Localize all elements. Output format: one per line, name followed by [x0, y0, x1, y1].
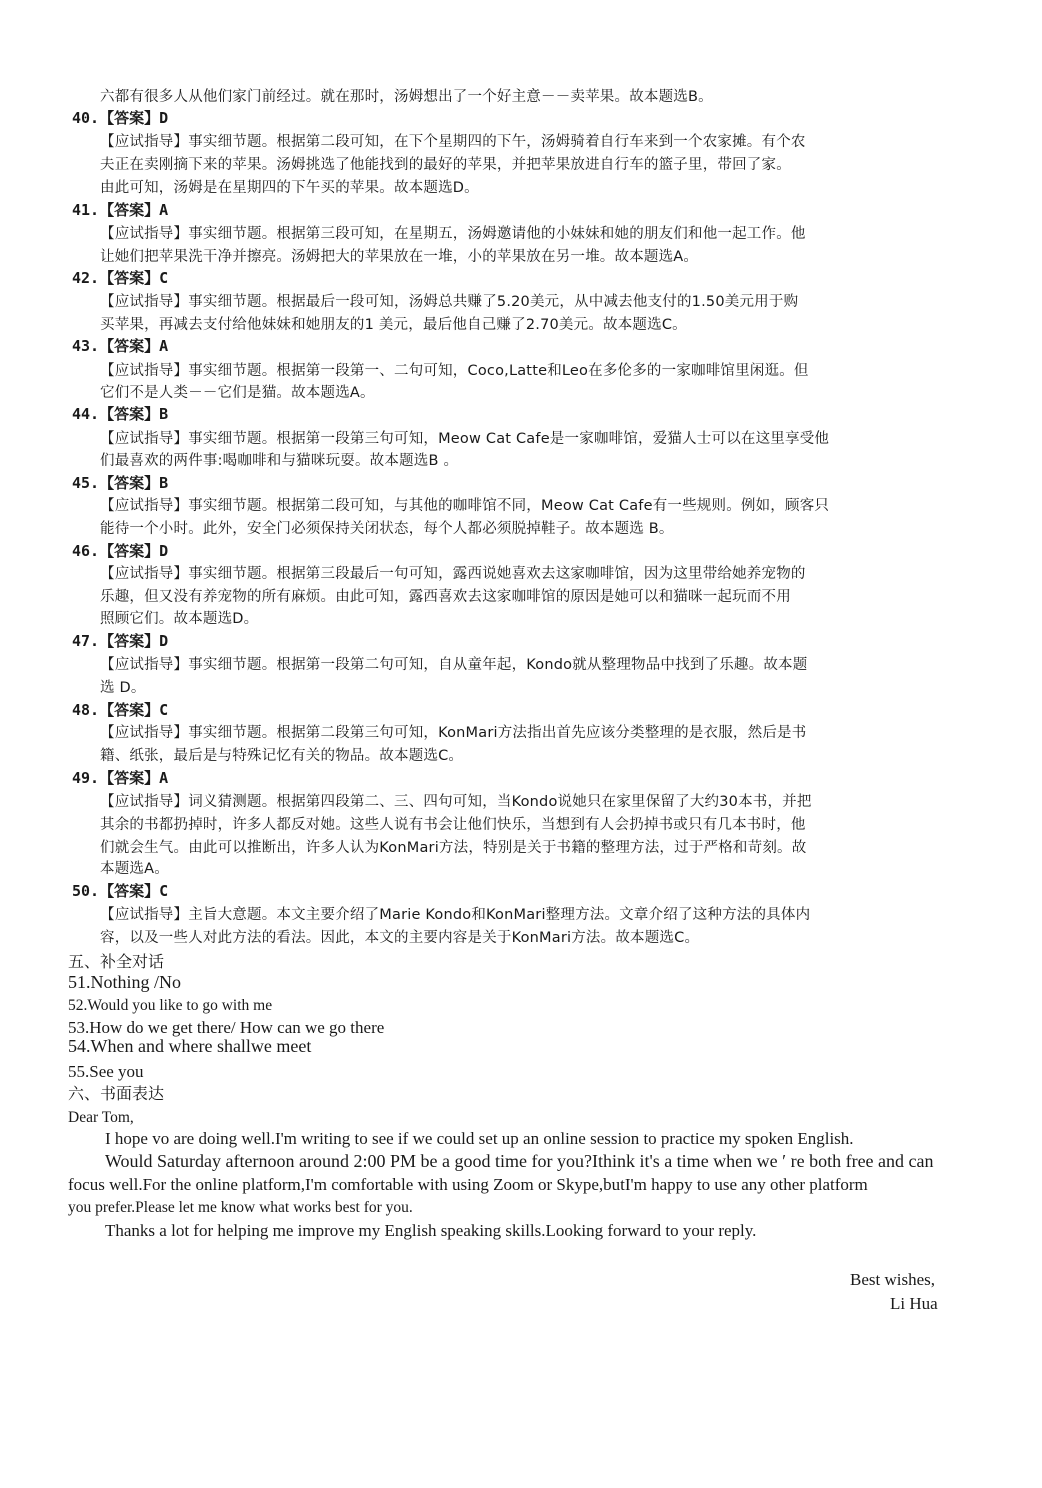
- answer-44-line: 【应试指导】事实细节题。根据第一段第三句可知，Meow Cat Cafe是一家咖啡馆，爱猫人士可以在这里享受他: [100, 431, 830, 447]
- letter-line: you prefer.Please let me know what works best for you.: [68, 1199, 413, 1216]
- answer-42-line: 【应试指导】事实细节题。根据最后一段可知，汤姆总共赚了5.20美元，从中减去他支付的1.50美元用于购: [100, 294, 799, 310]
- answer-49-line: 本题选A。: [100, 861, 169, 877]
- answer-42-head: 42.【答案】C: [72, 269, 169, 287]
- answer-40-head: 40.【答案】D: [72, 109, 169, 127]
- answer-50-line: 容，以及一些人对此方法的看法。因此，本文的主要内容是关于KonMari方法。故本题选C。: [100, 930, 700, 946]
- answer-41-head: 41.【答案】A: [72, 201, 169, 219]
- answer-39-tail: 六都有很多人从他们家门前经过。就在那时，汤姆想出了一个好主意－－卖苹果。故本题选B。: [100, 89, 713, 105]
- answer-47-head: 47.【答案】D: [72, 632, 169, 650]
- answer-45-head: 45.【答案】B: [72, 474, 169, 492]
- dialogue-answer: 54.When and where shallwe meet: [68, 1036, 312, 1056]
- answer-44-line: 们最喜欢的两件事:喝咖啡和与猫咪玩耍。故本题选B 。: [100, 453, 459, 469]
- answer-41-line: 【应试指导】事实细节题。根据第三段可知，在星期五，汤姆邀请他的小妹妹和她的朋友们和他一起工作。他: [100, 226, 806, 242]
- letter-closing: Best wishes,: [850, 1270, 935, 1289]
- dialogue-section-heading: 五、补全对话: [68, 952, 165, 971]
- dialogue-answer: 52.Would you like to go with me: [68, 997, 273, 1014]
- answer-49-line: 【应试指导】词义猜测题。根据第四段第二、三、四句可知，当Kondo说她只在家里保留了大约30本书，并把: [100, 794, 812, 810]
- answer-45-line: 能待一个小时。此外，安全门必须保持关闭状态，每个人都必须脱掉鞋子。故本题选 B。: [100, 521, 674, 537]
- answer-43-head: 43.【答案】A: [72, 337, 169, 355]
- answer-50-line: 【应试指导】主旨大意题。本文主要介绍了Marie Kondo和KonMari整理方法。文章介绍了这种方法的具体内: [100, 907, 811, 923]
- answer-50-head: 50.【答案】C: [72, 882, 169, 900]
- dialogue-answer: 53.How do we get there/ How can we go there: [68, 1018, 385, 1037]
- letter-salutation: Dear Tom,: [68, 1109, 134, 1126]
- dialogue-answer: 55.See you: [68, 1062, 144, 1081]
- answer-46-line: 【应试指导】事实细节题。根据第三段最后一句可知，露西说她喜欢去这家咖啡馆，因为这里带给她养宠物的: [100, 566, 806, 582]
- answer-48-line: 【应试指导】事实细节题。根据第二段第三句可知，KonMari方法指出首先应该分类整理的是衣服，然后是书: [100, 725, 807, 741]
- letter-signature: Li Hua: [890, 1294, 938, 1313]
- answer-47-line: 【应试指导】事实细节题。根据第一段第二句可知，自从童年起，Kondo就从整理物品中找到了乐趣。故本题: [100, 657, 808, 673]
- answer-40-line: 【应试指导】事实细节题。根据第二段可知，在下个星期四的下午，汤姆骑着自行车来到一个农家摊。有个农: [100, 134, 806, 150]
- answer-45-line: 【应试指导】事实细节题。根据第二段可知，与其他的咖啡馆不同，Meow Cat Cafe有一些规则。例如，顾客只: [100, 498, 830, 514]
- answer-49-head: 49.【答案】A: [72, 769, 169, 787]
- answer-48-head: 48.【答案】C: [72, 701, 169, 719]
- answer-49-line: 们就会生气。由此可以推断出，许多人认为KonMari方法，特别是关于书籍的整理方法，过于严格和苛刻。故: [100, 840, 807, 856]
- answer-46-line: 乐趣，但又没有养宠物的所有麻烦。由此可知，露西喜欢去这家咖啡馆的原因是她可以和猫咪一起玩而不用: [100, 589, 791, 605]
- answer-44-head: 44.【答案】B: [72, 405, 169, 423]
- answer-40-line: 夫正在卖刚摘下来的苹果。汤姆挑选了他能找到的最好的苹果，并把苹果放进自行车的篮子里，带回了家。: [100, 157, 791, 173]
- answer-48-line: 籍、纸张，最后是与特殊记忆有关的物品。故本题选C。: [100, 748, 464, 764]
- letter-line: Would Saturday afternoon around 2:00 PM be a good time for you?Ithink it's a time when we ′ re both free and can: [105, 1151, 934, 1171]
- letter-line: I hope vo are doing well.I'm writing to see if we could set up an online session to practice my spoken English.: [105, 1129, 854, 1148]
- answer-49-line: 其余的书都扔掉时，许多人都反对她。这些人说有书会让他们快乐，当想到有人会扔掉书或只有几本书时，他: [100, 817, 806, 833]
- answer-42-line: 买苹果，再减去支付给他妹妹和她朋友的1 美元，最后他自己赚了2.70美元。故本题选C。: [100, 317, 687, 333]
- letter-line: Thanks a lot for helping me improve my English speaking skills.Looking forward to your reply.: [105, 1221, 757, 1240]
- answer-46-line: 照顾它们。故本题选D。: [100, 611, 259, 627]
- answer-43-line: 它们不是人类－－它们是猫。故本题选A。: [100, 385, 375, 401]
- answer-47-line: 选 D。: [100, 680, 146, 696]
- dialogue-answer: 51.Nothing /No: [68, 972, 182, 992]
- answer-46-head: 46.【答案】D: [72, 542, 169, 560]
- answer-40-line: 由此可知，汤姆是在星期四的下午买的苹果。故本题选D。: [100, 180, 479, 196]
- answer-41-line: 让她们把苹果洗干净并擦亮。汤姆把大的苹果放在一堆，小的苹果放在另一堆。故本题选A。: [100, 249, 699, 265]
- letter-line: focus well.For the online platform,I'm comfortable with using Zoom or Skype,butI'm happy to use any other platform: [68, 1175, 868, 1194]
- answer-43-line: 【应试指导】事实细节题。根据第一段第一、二句可知，Coco,Latte和Leo在多伦多的一家咖啡馆里闲逛。但: [100, 363, 809, 379]
- writing-section-heading: 六、书面表达: [68, 1084, 165, 1103]
